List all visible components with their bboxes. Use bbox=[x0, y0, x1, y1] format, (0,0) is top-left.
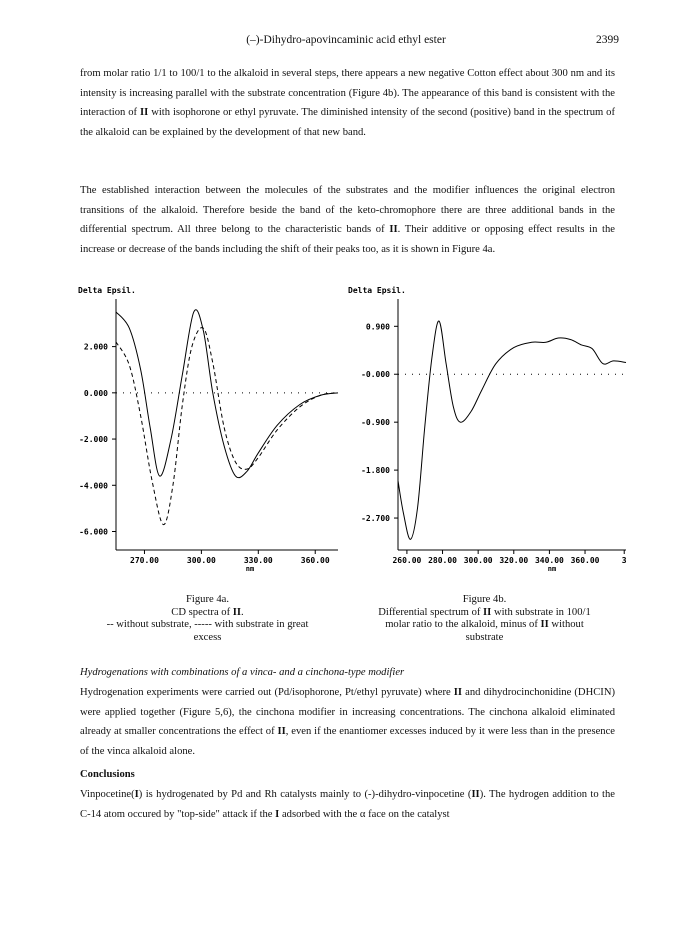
page-number: 2399 bbox=[596, 34, 619, 46]
y-axis-label: Delta Epsil. bbox=[78, 286, 136, 295]
body-paragraph-2: The established interaction between the molecules of the substrates and the modifier influences the original electron transitions of the alkaloid. Therefore beside the band of the keto-chromophore there are three additional bands in the differential spectrum. All three belong to the characteristic bands of II. Their additive or opposing effect results in the increase or decrease of the bands including the shift of their peaks too, as it is shown in Figure 4a. bbox=[80, 185, 615, 255]
y-tick-label: -4.000 bbox=[79, 481, 108, 491]
x-tick-label: 3 bbox=[621, 556, 627, 565]
figure-4a-caption bbox=[80, 594, 335, 644]
y-tick-label: -6.000 bbox=[79, 527, 108, 537]
x-tick-label: 260.00 bbox=[392, 556, 422, 565]
y-tick-label: -2.700 bbox=[361, 514, 390, 524]
y-tick-label: 0.000 bbox=[83, 388, 108, 398]
figure-4b-caption-line: substrate bbox=[465, 631, 504, 643]
y-tick-label: -0.900 bbox=[361, 418, 390, 428]
figure-4b-caption-title: Figure 4b. bbox=[462, 594, 507, 605]
figure-4a-caption-line: -- without substrate, ----- with substrate in great bbox=[106, 619, 309, 630]
y-tick-label: -1.800 bbox=[361, 466, 390, 476]
x-tick-label: 300.00 bbox=[186, 556, 216, 565]
figure-4a-caption-line: CD spectra of II. bbox=[171, 606, 244, 618]
section-text-hydrogenations: Hydrogenation experiments were carried out (Pd/isophorone, Pt/ethyl pyruvate) where II and dihydrocinchonidine (DHCIN) were applied together (Figure 5,6), the cinchona modifier in increasing concentrations. The cinchona alkaloid eliminated already at smaller concentrations the effect of II, even if the enantiomer excesses induced by it were less than in the presence of the vinca alkaloid alone. bbox=[80, 687, 615, 757]
figure-4b-caption bbox=[342, 594, 627, 644]
figure-4b-caption-line: Differential spectrum of II with substrate in 100/1 bbox=[378, 606, 591, 618]
series-line-solid bbox=[398, 321, 626, 539]
y-axis-label: Delta Epsil. bbox=[348, 286, 406, 295]
y-tick-label: 2.000 bbox=[83, 342, 108, 352]
x-tick-label: 340.00 bbox=[534, 556, 564, 565]
body-paragraph-1: from molar ratio 1/1 to 100/1 to the alkaloid in several steps, there appears a new negative Cotton effect about 300 nm and its intensity is increasing parallel with the substrate concentration (Figure 4b). The appearance of this band is consistent with the interaction of II with isophorone or ethyl pyruvate. The diminished intensity of the second (positive) band in the spectrum of the alkaloid can be explained by the development of that new band. bbox=[80, 68, 616, 138]
x-tick-label: 360.00 bbox=[300, 556, 330, 565]
section-text-conclusions: Vinpocetine(I) is hydrogenated by Pd and Rh catalysts mainly to (-)-dihydro-vinpocetine (II). The hydrogen addition to the C-14 atom occured by "top-side" attack if the I adsorbed with the α face on the catalyst bbox=[80, 789, 615, 820]
figure-4b-chart bbox=[336, 285, 628, 585]
x-axis-label: nm bbox=[547, 565, 557, 573]
section-title-conclusions: Conclusions bbox=[80, 769, 135, 780]
running-header-title: (–)-Dihydro-apovincaminic acid ethyl ester bbox=[246, 34, 446, 46]
x-tick-label: 300.00 bbox=[463, 556, 493, 565]
series-line-dashed bbox=[116, 328, 338, 525]
x-axis-label: nm bbox=[245, 565, 255, 573]
figure-4a-chart bbox=[72, 285, 340, 585]
x-tick-label: 280.00 bbox=[428, 556, 457, 565]
figure-4a-caption-title: Figure 4a. bbox=[186, 594, 229, 605]
y-tick-label: -0.000 bbox=[361, 370, 390, 380]
section-title-hydrogenations: Hydrogenations with combinations of a vinca- and a cinchona-type modifier bbox=[80, 667, 405, 678]
figure-4a-caption-line: excess bbox=[193, 631, 222, 643]
x-tick-label: 270.00 bbox=[130, 556, 159, 565]
series-line-solid bbox=[116, 310, 338, 478]
x-tick-label: 320.00 bbox=[499, 556, 529, 565]
x-tick-label: 360.00 bbox=[570, 556, 600, 565]
figure-4b-caption-line: molar ratio to the alkaloid, minus of II without bbox=[385, 619, 584, 630]
y-tick-label: 0.900 bbox=[365, 322, 390, 332]
x-tick-label: 330.00 bbox=[243, 556, 273, 565]
y-tick-label: -2.000 bbox=[79, 435, 108, 445]
